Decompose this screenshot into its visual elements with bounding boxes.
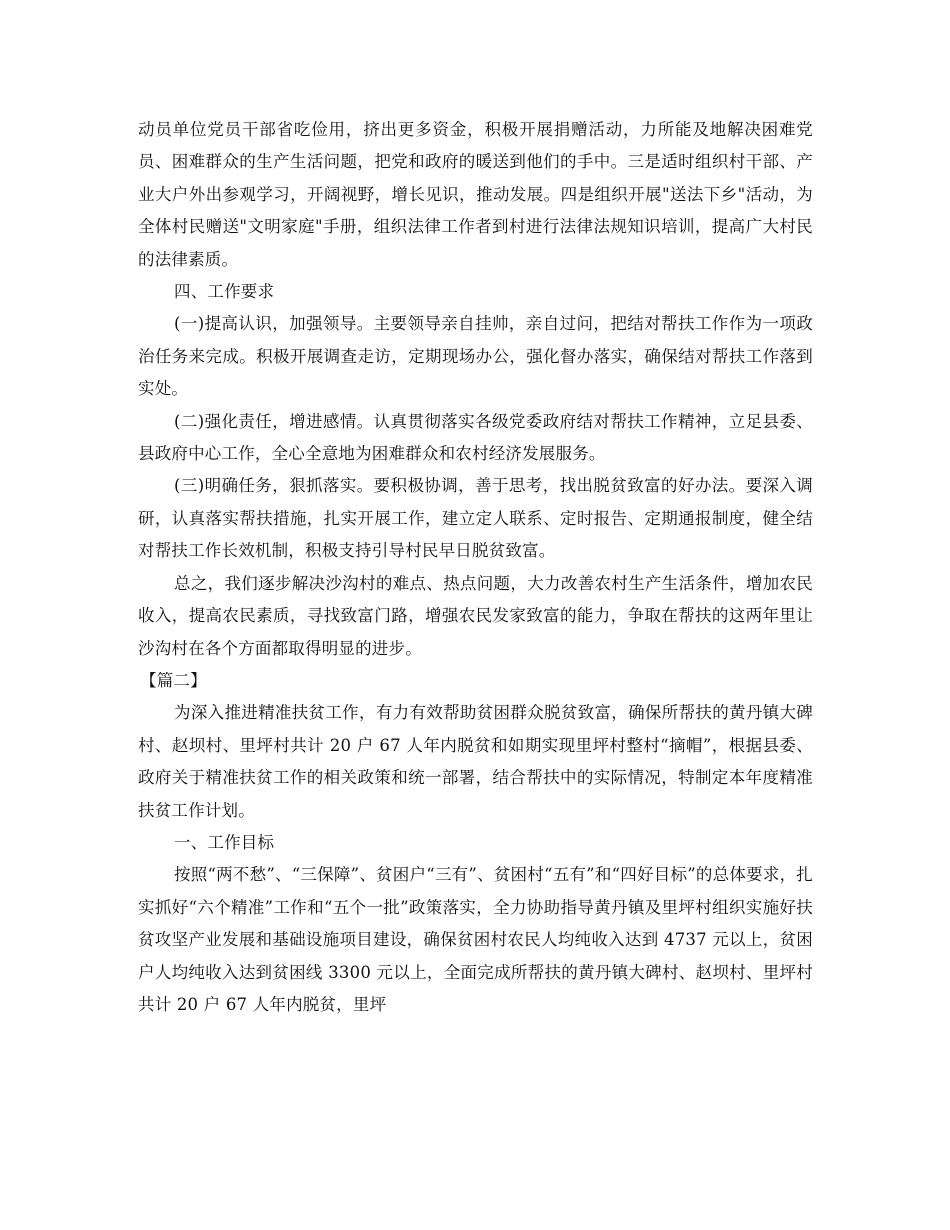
section-heading-work-goals: 一、工作目标 <box>174 832 275 852</box>
paragraph-requirement-1: (一)提高认识，加强领导。主要领导亲自挂帅，亲自过问，把结对帮扶工作作为一项政治任务来完成。积极开展调查走访，定期现场办公，强化督办落实，确保结对帮扶工作落到实处。 <box>138 314 813 399</box>
section-heading-work-requirements: 四、工作要求 <box>174 282 275 302</box>
section-mark-part-two: 【篇二】 <box>140 670 207 690</box>
paragraph-summary: 总之，我们逐步解决沙沟村的难点、热点问题，大力改善农村生产生活条件，增加农民收入，提高农民素质，寻找致富门路，增强农民发家致富的能力，争取在帮扶的这两年里让沙沟村在各个方面都取得明显的进步。 <box>138 573 813 658</box>
paragraph-work-goals: 按照“两不愁”、“三保障”、贫困户“三有”、贫困村“五有”和“四好目标”的总体要求，扎实抓好“六个精准”工作和“五个一批”政策落实，全力协助指导黄丹镇及里坪村组织实施好扶贫攻坚产业发展和基础设施项目建设，确保贫困村农民人均纯收入达到 4737 元以上，贫困户人均纯收入达到贫困线 3300 元以上，全面完成所帮扶的黄丹镇大碑村、赵坝村、里坪村共计 20 户 67 人年内脱贫，里坪 <box>138 865 813 1014</box>
paragraph-part-two-intro: 为深入推进精准扶贫工作，有力有效帮助贫困群众脱贫致富，确保所帮扶的黄丹镇大碑村、赵坝村、里坪村共计 20 户 67 人年内脱贫和如期实现里坪村整村“摘帽”，根据县委、政府关于精准扶贫工作的相关政策和统一部署，结合帮扶中的实际情况，特制定本年度精准扶贫工作计划。 <box>138 703 813 820</box>
document-page <box>138 114 813 1021</box>
paragraph-continuation: 动员单位党员干部省吃俭用，挤出更多资金，积极开展捐赠活动，力所能及地解决困难党员、困难群众的生产生活问题，把党和政府的暖送到他们的手中。三是适时组织村干部、产业大户外出参观学习，开阔视野，增长见识，推动发展。四是组织开展"送法下乡"活动，为全体村民赠送"文明家庭"手册，组织法律工作者到村进行法律法规知识培训，提高广大村民的法律素质。 <box>138 120 813 269</box>
paragraph-requirement-3: (三)明确任务，狠抓落实。要积极协调，善于思考，找出脱贫致富的好办法。要深入调研，认真落实帮扶措施，扎实开展工作，建立定人联系、定时报告、定期通报制度，健全结对帮扶工作长效机制，积极支持引导村民早日脱贫致富。 <box>138 476 813 561</box>
paragraph-requirement-2: (二)强化责任，增进感情。认真贯彻落实各级党委政府结对帮扶工作精神，立足县委、县政府中心工作，全心全意地为困难群众和农村经济发展服务。 <box>138 411 813 464</box>
